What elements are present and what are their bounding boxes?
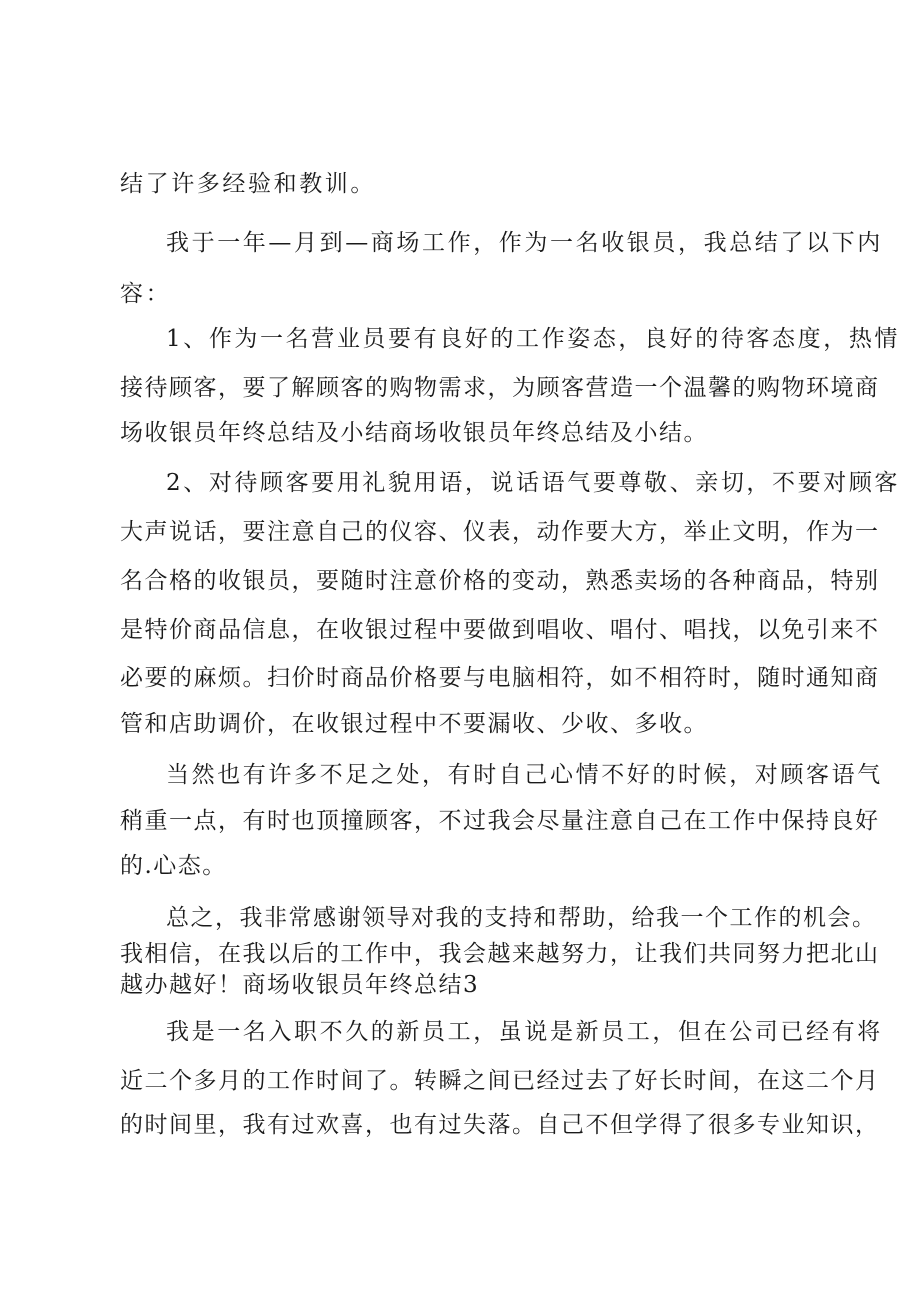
text-line: 必要的麻烦。扫价时商品价格要与电脑相符，如不相符时，随时通知商 (120, 665, 880, 691)
text-line: 结了许多经验和教训。 (120, 171, 376, 197)
text-line: 近二个多月的工作时间了。转瞬之间已经过去了好长时间，在这二个月 (120, 1068, 880, 1094)
text-line: 总之，我非常感谢领导对我的支持和帮助，给我一个工作的机会。 (166, 905, 877, 931)
text-line: 当然也有许多不足之处，有时自己心情不好的时候，对顾客语气 (166, 762, 883, 788)
text-line: 场收银员年终总结及小结商场收银员年终总结及小结。 (120, 420, 708, 446)
text-line: 我相信，在我以后的工作中，我会越来越努力，让我们共同努力把北山 (120, 941, 880, 967)
text-line: 容： (120, 281, 172, 307)
text-line: 接待顾客，要了解顾客的购物需求，为顾客营造一个温馨的购物环境商 (120, 375, 880, 401)
text-line: 越办越好！商场收银员年终总结3 (120, 972, 480, 998)
text-line: 稍重一点，有时也顶撞顾客，不过我会尽量注意自己在工作中保持良好 (120, 808, 880, 834)
text-line: 的时间里，我有过欢喜，也有过失落。自己不但学得了很多专业知识， (120, 1112, 880, 1138)
text-line: 1、作为一名营业员要有良好的工作姿态，良好的待客态度，热情 (166, 326, 901, 352)
text-line: 我是一名入职不久的新员工，虽说是新员工，但在公司已经有将 (166, 1019, 883, 1045)
text-line: 我于一年—月到—商场工作，作为一名收银员，我总结了以下内 (166, 230, 883, 256)
text-line: 的.心态。 (120, 853, 227, 879)
text-line: 2、对待顾客要用礼貌用语，说话语气要尊敬、亲切，不要对顾客 (166, 470, 901, 496)
text-line: 大声说话，要注意自己的仪容、仪表，动作要大方，举止文明，作为一 (120, 519, 880, 545)
text-line: 是特价商品信息，在收银过程中要做到唱收、唱付、唱找，以免引来不 (120, 617, 880, 643)
text-line: 名合格的收银员，要随时注意价格的变动，熟悉卖场的各种商品，特别 (120, 568, 880, 594)
text-line: 管和店助调价，在收银过程中不要漏收、少收、多收。 (120, 711, 708, 737)
